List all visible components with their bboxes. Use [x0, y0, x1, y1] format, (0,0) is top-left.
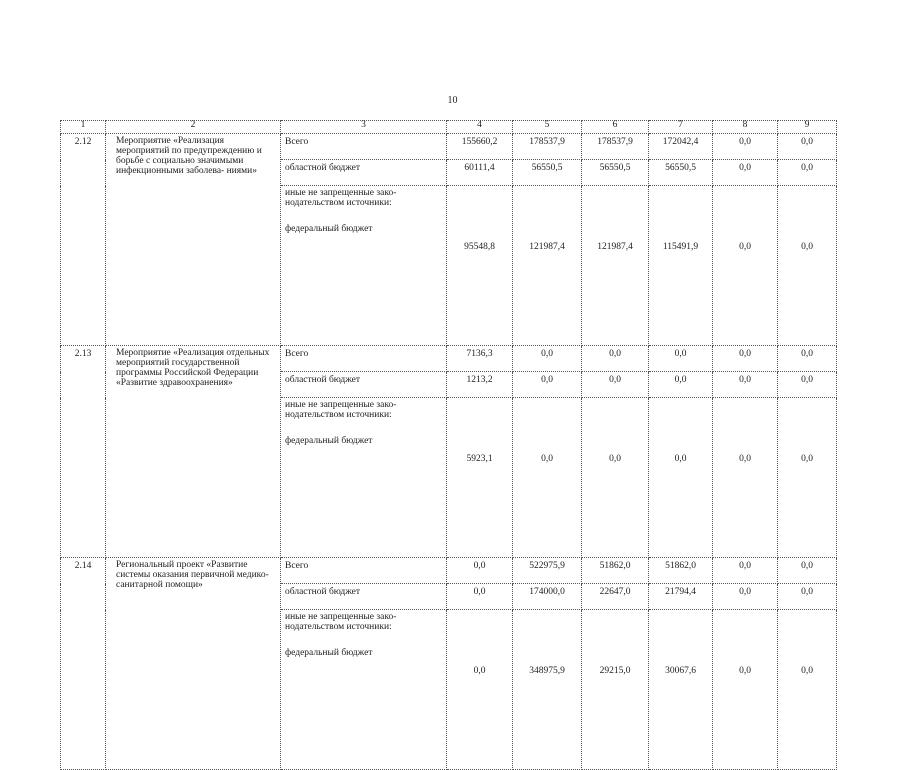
value-cell: 0,0 [713, 558, 778, 584]
header-cell: 7 [649, 121, 713, 134]
value-cell: 51862,0 [649, 558, 713, 584]
value-cell: 0,0 [778, 584, 837, 610]
item-code: 2.12 [61, 134, 106, 346]
source-label [281, 186, 447, 346]
header-cell: 9 [778, 121, 837, 134]
value-cell: 29215,0 [582, 610, 649, 770]
value-cell: 0,0 [713, 610, 778, 770]
source-label: Всего [281, 346, 447, 372]
value-cell: 0,0 [713, 346, 778, 372]
value-cell: 0,0 [778, 398, 837, 558]
value-cell: 0,0 [513, 398, 582, 558]
value-cell: 56550,5 [582, 160, 649, 186]
value-cell: 522975,9 [513, 558, 582, 584]
other-sources-label: иные не запрещенные зако- нодательством источники: [285, 188, 397, 208]
item-description: Мероприятие «Реализация мероприятий по предупреждению и борьбе с социально значимыми инфекционными заболева- ниями» [106, 134, 281, 346]
value-cell: 7136,3 [447, 346, 513, 372]
value-cell: 0,0 [778, 346, 837, 372]
header-row [61, 121, 837, 134]
value-cell: 174000,0 [513, 584, 582, 610]
value-cell: 0,0 [713, 372, 778, 398]
source-label: Всего [281, 134, 447, 160]
value-cell: 0,0 [649, 372, 713, 398]
federal-budget-label: федеральный бюджет [285, 647, 373, 658]
value-cell: 121987,4 [513, 186, 582, 346]
other-sources-label: иные не запрещенные зако- нодательством источники: [285, 612, 397, 632]
table-row [61, 134, 837, 160]
value-cell: 56550,5 [649, 160, 713, 186]
header-cell: 5 [513, 121, 582, 134]
federal-budget-label: федеральный бюджет [285, 223, 373, 234]
source-label: областной бюджет [281, 160, 447, 186]
value-cell: 30067,6 [649, 610, 713, 770]
value-cell: 0,0 [713, 584, 778, 610]
value-cell: 0,0 [649, 398, 713, 558]
value-cell: 121987,4 [582, 186, 649, 346]
source-label: областной бюджет [281, 372, 447, 398]
value-cell: 0,0 [778, 160, 837, 186]
header-cell: 3 [281, 121, 447, 134]
item-description: Региональный проект «Развитие системы оказания первичной медико- санитарной помощи» [106, 558, 281, 770]
value-cell: 155660,2 [447, 134, 513, 160]
value-cell: 21794,4 [649, 584, 713, 610]
source-label: Всего [281, 558, 447, 584]
value-cell: 0,0 [582, 346, 649, 372]
federal-budget-label: федеральный бюджет [285, 435, 373, 446]
table-row [61, 558, 837, 584]
value-cell: 172042,4 [649, 134, 713, 160]
item-code: 2.13 [61, 346, 106, 558]
header-cell: 1 [61, 121, 106, 134]
value-cell: 0,0 [713, 398, 778, 558]
table-row [61, 346, 837, 372]
budget-table [60, 120, 837, 770]
value-cell: 0,0 [778, 372, 837, 398]
value-cell: 0,0 [778, 186, 837, 346]
value-cell: 95548,8 [447, 186, 513, 346]
value-cell: 22647,0 [582, 584, 649, 610]
value-cell: 348975,9 [513, 610, 582, 770]
item-code: 2.14 [61, 558, 106, 770]
value-cell: 115491,9 [649, 186, 713, 346]
value-cell: 0,0 [582, 372, 649, 398]
value-cell: 0,0 [649, 346, 713, 372]
value-cell: 56550,5 [513, 160, 582, 186]
value-cell: 1213,2 [447, 372, 513, 398]
page-number: 10 [447, 95, 458, 106]
item-description: Мероприятие «Реализация отдельных мероприятий государственной программы Российской Федерации «Развитие здравоохранения» [106, 346, 281, 558]
value-cell: 178537,9 [582, 134, 649, 160]
value-cell: 51862,0 [582, 558, 649, 584]
value-cell: 0,0 [513, 372, 582, 398]
header-cell: 2 [106, 121, 281, 134]
value-cell: 0,0 [447, 610, 513, 770]
value-cell: 0,0 [513, 346, 582, 372]
value-cell: 5923,1 [447, 398, 513, 558]
header-cell: 4 [447, 121, 513, 134]
value-cell: 0,0 [447, 584, 513, 610]
source-label: областной бюджет [281, 584, 447, 610]
other-sources-label: иные не запрещенные зако- нодательством источники: [285, 400, 397, 420]
value-cell: 178537,9 [513, 134, 582, 160]
source-label [281, 610, 447, 770]
value-cell: 0,0 [582, 398, 649, 558]
value-cell: 0,0 [778, 610, 837, 770]
value-cell: 60111,4 [447, 160, 513, 186]
value-cell: 0,0 [713, 134, 778, 160]
value-cell: 0,0 [713, 186, 778, 346]
value-cell: 0,0 [778, 558, 837, 584]
source-label [281, 398, 447, 558]
value-cell: 0,0 [713, 160, 778, 186]
header-cell: 6 [582, 121, 649, 134]
value-cell: 0,0 [778, 134, 837, 160]
value-cell: 0,0 [447, 558, 513, 584]
header-cell: 8 [713, 121, 778, 134]
